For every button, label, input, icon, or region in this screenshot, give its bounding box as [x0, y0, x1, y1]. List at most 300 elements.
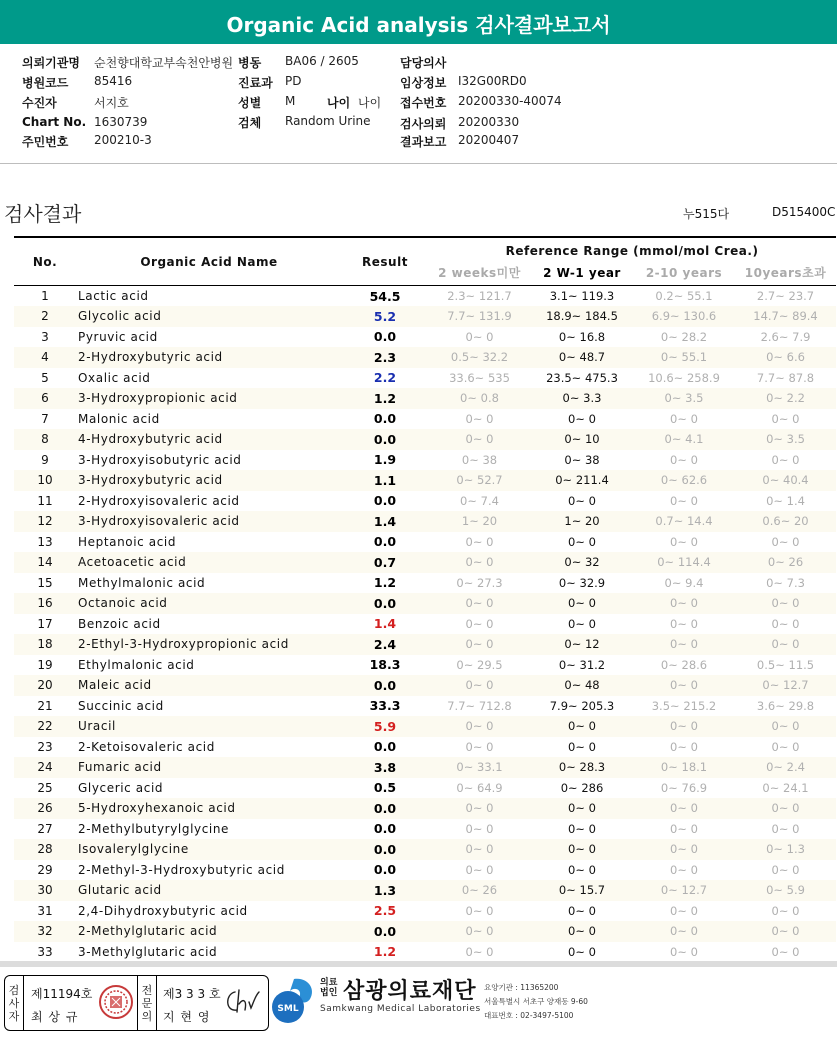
table-row [14, 327, 836, 348]
table-row [14, 532, 836, 553]
range-2-10y: 0~ 55.1 [660, 350, 708, 365]
result-value: 54.5 [369, 288, 401, 304]
row-number: 10 [37, 473, 53, 488]
result-value: 0.5 [373, 780, 397, 796]
range-2w-1y: 0~ 48.7 [558, 350, 606, 365]
row-number: 33 [37, 944, 53, 959]
result-value: 0.0 [373, 677, 397, 693]
range-2w-1y: 0~ 31.2 [558, 657, 606, 672]
header-range-2w-1y: 2 W-1 year [543, 265, 621, 280]
range-2w-1y: 0~ 38 [564, 452, 600, 467]
result-value: 0.0 [373, 923, 397, 939]
range-2-10y: 0~ 0 [670, 596, 698, 611]
result-value: 33.3 [369, 698, 401, 714]
result-value: 2.4 [373, 636, 397, 652]
table-row [14, 675, 836, 696]
range-2-10y: 0~ 28.6 [660, 657, 708, 672]
range-10y: 0~ 0 [771, 739, 800, 754]
institution-label: 의뢰기관명 [22, 56, 80, 70]
table-row [14, 819, 836, 840]
row-number: 17 [37, 616, 53, 631]
results-table [14, 236, 836, 962]
resident-id-label: 주민번호 [22, 135, 69, 149]
range-10y: 0~ 0 [771, 862, 800, 877]
range-10y: 0~ 40.4 [762, 473, 809, 488]
org-code: 요양기관 : 11365200 [484, 983, 559, 992]
table-row [14, 368, 836, 389]
range-2w-1y: 0~ 48 [564, 678, 600, 693]
range-2weeks: 7.7~ 131.9 [447, 309, 512, 324]
range-2weeks: 1~ 20 [461, 514, 498, 529]
dept-label: 진료과 [238, 76, 273, 90]
range-2-10y: 0~ 0 [670, 944, 698, 959]
range-2w-1y: 0~ 15.7 [558, 883, 606, 898]
footer-divider [0, 961, 837, 967]
range-2-10y: 0~ 12.7 [660, 883, 708, 898]
table-row [14, 634, 836, 655]
table-row [14, 511, 836, 532]
table-row [14, 798, 836, 819]
acid-name: 2-Hydroxybutyric acid [78, 350, 223, 365]
row-number: 13 [37, 534, 53, 549]
table-row [14, 429, 836, 450]
range-2w-1y: 0~ 211.4 [555, 473, 609, 488]
result-value: 0.0 [373, 739, 397, 755]
range-2w-1y: 0~ 10 [564, 432, 600, 447]
result-rows [14, 286, 836, 963]
test-code: D515400C [772, 205, 836, 219]
range-10y: 0~ 6.6 [766, 350, 805, 365]
acid-name: 2-Ketoisovaleric acid [78, 739, 215, 754]
range-2-10y: 0~ 4.1 [664, 432, 704, 447]
acid-name: Malonic acid [78, 411, 160, 426]
range-2-10y: 0~ 76.9 [660, 780, 708, 795]
acid-name: 3-Hydroxybutyric acid [78, 473, 223, 488]
acid-name: 2,4-Dihydroxybutyric acid [78, 903, 248, 918]
range-10y: 0~ 26 [767, 555, 804, 570]
institution-value: 순천향대학교부속천안병원 [94, 56, 234, 70]
row-number: 3 [41, 329, 49, 344]
table-row [14, 409, 836, 430]
org-name: 삼광의료재단 [343, 979, 477, 1004]
range-2weeks: 0~ 0 [465, 944, 494, 959]
row-number: 29 [37, 862, 53, 877]
examiner-label: 검사자 [5, 976, 24, 1030]
result-value: 1.2 [373, 575, 397, 591]
acid-name: Heptanoic acid [78, 534, 177, 549]
result-value: 1.3 [373, 882, 397, 898]
dept-value: PD [285, 74, 302, 88]
range-2w-1y: 0~ 0 [568, 842, 596, 857]
header-acid-name: Organic Acid Name [140, 254, 278, 269]
resident-id-value: 200210-3 [94, 133, 152, 147]
row-number: 19 [37, 657, 53, 672]
range-2weeks: 0~ 7.4 [460, 493, 499, 508]
acid-name: Succinic acid [78, 698, 164, 713]
result-value: 1.2 [373, 944, 397, 960]
range-2w-1y: 23.5~ 475.3 [546, 370, 618, 385]
age-value: 나이 [358, 96, 382, 110]
row-number: 14 [37, 555, 53, 570]
row-number: 7 [41, 411, 49, 426]
receipt-value: 20200330-40074 [458, 94, 562, 108]
sml-logo-icon [270, 975, 320, 1027]
result-value: 1.4 [373, 616, 397, 632]
range-2-10y: 0~ 0 [670, 637, 698, 652]
header-range-10y: 10years초과 [744, 266, 827, 280]
header-reference-range: Reference Range (mmol/mol Crea.) [505, 244, 759, 258]
row-number: 21 [37, 698, 53, 713]
range-2w-1y: 0~ 0 [568, 801, 596, 816]
range-2w-1y: 1~ 20 [564, 514, 600, 529]
examiner-license: 제11194호 [31, 987, 93, 1001]
range-2weeks: 0~ 0 [465, 821, 494, 836]
range-2w-1y: 7.9~ 205.3 [549, 698, 615, 713]
range-2weeks: 0~ 0 [465, 637, 494, 652]
result-value: 1.1 [373, 472, 397, 488]
row-number: 12 [37, 514, 53, 529]
range-10y: 0~ 0 [771, 924, 800, 939]
range-10y: 0~ 1.3 [766, 842, 805, 857]
range-2-10y: 3.5~ 215.2 [651, 698, 717, 713]
range-10y: 3.6~ 29.8 [756, 698, 815, 713]
range-2weeks: 0~ 0 [465, 596, 494, 611]
header-range-2-10y: 2-10 years [645, 265, 723, 280]
acid-name: 2-Hydroxyisovaleric acid [78, 493, 240, 508]
range-10y: 0~ 0 [771, 719, 800, 734]
acid-name: 3-Hydroxyisobutyric acid [78, 452, 242, 467]
table-row [14, 655, 836, 676]
seal-stamp-icon [98, 984, 134, 1020]
acid-name: Glutaric acid [78, 883, 162, 898]
clinical-value: I32G00RD0 [458, 74, 527, 88]
table-row [14, 450, 836, 471]
range-2weeks: 2.3~ 121.7 [447, 289, 512, 303]
range-2w-1y: 0~ 0 [568, 821, 596, 836]
results-section-title: 검사결과 [4, 202, 82, 226]
range-10y: 0~ 2.4 [766, 760, 805, 775]
range-2-10y: 0~ 0 [670, 678, 698, 693]
range-2w-1y: 0~ 0 [568, 719, 596, 734]
examiner-name: 최 상 규 [31, 1010, 79, 1024]
range-2-10y: 0~ 18.1 [660, 760, 708, 775]
age-label: 나이 [327, 96, 351, 110]
table-row [14, 880, 836, 901]
result-value: 2.5 [373, 903, 397, 919]
specialist-name: 지 현 영 [163, 1010, 211, 1024]
range-2-10y: 0~ 9.4 [664, 575, 704, 590]
acid-name: Fumaric acid [78, 760, 162, 775]
range-2weeks: 0~ 0 [465, 616, 494, 631]
acid-name: Uracil [78, 719, 116, 734]
range-2weeks: 0~ 38 [461, 452, 498, 467]
range-10y: 0~ 0 [771, 903, 800, 918]
receipt-label: 접수번호 [400, 96, 447, 110]
org-english-name: Samkwang Medical Laboratories [320, 1004, 481, 1014]
range-2weeks: 0~ 0 [465, 555, 494, 570]
table-row [14, 757, 836, 778]
table-row [14, 470, 836, 491]
patient-info-section [0, 44, 837, 162]
table-row [14, 614, 836, 635]
range-2-10y: 0~ 62.6 [660, 473, 708, 488]
range-2-10y: 0~ 0 [670, 739, 698, 754]
range-10y: 0~ 0 [771, 596, 800, 611]
row-number: 8 [41, 432, 49, 447]
acid-name: Octanoic acid [78, 596, 168, 611]
range-2weeks: 0~ 0 [465, 924, 494, 939]
clinical-label: 임상정보 [400, 76, 447, 90]
result-value: 0.0 [373, 534, 397, 550]
chart-no-value: 1630739 [94, 115, 148, 129]
table-row [14, 593, 836, 614]
range-2weeks: 0~ 0.8 [460, 391, 499, 406]
range-2-10y: 6.9~ 130.6 [651, 309, 717, 324]
specialist-label: 전문의 [137, 976, 157, 1030]
acid-name: Glycolic acid [78, 309, 162, 324]
result-value: 0.0 [373, 595, 397, 611]
range-10y: 0~ 0 [771, 616, 800, 631]
specialist-license: 제3 3 3 호 [163, 987, 221, 1001]
range-2weeks: 0.5~ 32.2 [450, 350, 509, 365]
result-value: 5.9 [373, 718, 397, 734]
range-10y: 2.7~ 23.7 [756, 289, 815, 303]
row-number: 26 [37, 801, 53, 816]
result-value: 0.0 [373, 841, 397, 857]
acid-name: Benzoic acid [78, 616, 161, 631]
acid-name: Lactic acid [78, 289, 149, 303]
range-2w-1y: 0~ 0 [568, 616, 596, 631]
range-10y: 14.7~ 89.4 [753, 309, 818, 324]
range-2w-1y: 0~ 12 [564, 637, 600, 652]
doctor-label: 담당의사 [400, 56, 447, 70]
range-10y: 0~ 3.5 [766, 432, 805, 447]
acid-name: 2-Methyl-3-Hydroxybutyric acid [78, 862, 285, 877]
range-10y: 0~ 24.1 [762, 780, 809, 795]
request-date-value: 20200330 [458, 115, 520, 129]
acid-name: Ethylmalonic acid [78, 657, 195, 672]
table-row [14, 491, 836, 512]
range-2-10y: 10.6~ 258.9 [648, 370, 720, 385]
result-value: 0.0 [373, 493, 397, 509]
logo-text: SML [277, 1004, 299, 1014]
acid-name: 2-Methylbutyrylglycine [78, 821, 230, 836]
hospital-code-value: 85416 [94, 74, 133, 88]
range-10y: 0~ 0 [771, 637, 800, 652]
table-row [14, 901, 836, 922]
acid-name: Methylmalonic acid [78, 575, 206, 590]
row-number: 4 [41, 350, 49, 365]
row-number: 30 [37, 883, 53, 898]
range-2-10y: 0~ 0 [670, 821, 698, 836]
range-2-10y: 0~ 0 [670, 862, 698, 877]
row-number: 31 [37, 903, 53, 918]
range-2w-1y: 0~ 286 [560, 780, 604, 795]
patient-value: 서지호 [94, 96, 129, 110]
result-value: 0.0 [373, 431, 397, 447]
range-10y: 0~ 0 [771, 452, 800, 467]
acid-name: Pyruvic acid [78, 329, 158, 344]
row-number: 6 [41, 391, 49, 406]
table-row [14, 942, 836, 963]
range-2w-1y: 0~ 0 [568, 924, 596, 939]
result-value: 0.0 [373, 329, 397, 345]
range-2w-1y: 0~ 0 [568, 493, 596, 508]
range-10y: 2.6~ 7.9 [760, 329, 811, 344]
range-2weeks: 0~ 0 [465, 534, 494, 549]
range-10y: 7.7~ 87.8 [756, 370, 815, 385]
range-2weeks: 0~ 33.1 [456, 760, 503, 775]
range-2w-1y: 0~ 3.3 [562, 391, 602, 406]
range-2weeks: 7.7~ 712.8 [447, 698, 512, 713]
range-2-10y: 0~ 28.2 [660, 329, 708, 344]
range-10y: 0~ 0 [771, 801, 800, 816]
table-row [14, 860, 836, 881]
range-10y: 0~ 5.9 [766, 883, 805, 898]
row-number: 24 [37, 760, 53, 775]
range-2weeks: 0~ 0 [465, 903, 494, 918]
range-2-10y: 0~ 0 [670, 801, 698, 816]
request-date-label: 검사의뢰 [400, 117, 447, 131]
range-10y: 0~ 0 [771, 944, 800, 959]
range-10y: 0~ 0 [771, 821, 800, 836]
result-value: 1.4 [373, 513, 397, 529]
acid-name: 3-Methylglutaric acid [78, 944, 218, 959]
range-10y: 0~ 7.3 [766, 575, 805, 590]
range-2weeks: 0~ 0 [465, 801, 494, 816]
row-number: 18 [37, 637, 53, 652]
range-2w-1y: 3.1~ 119.3 [549, 289, 615, 303]
range-2-10y: 0~ 0 [670, 842, 698, 857]
table-row [14, 737, 836, 758]
acid-name: Maleic acid [78, 678, 152, 693]
range-2-10y: 0~ 114.4 [657, 555, 711, 570]
table-row [14, 388, 836, 409]
report-title: Organic Acid analysis 검사결과보고서 [226, 13, 611, 37]
range-2w-1y: 18.9~ 184.5 [546, 309, 618, 324]
range-10y: 0~ 0 [771, 534, 800, 549]
range-10y: 0~ 12.7 [762, 678, 809, 693]
range-2-10y: 0~ 0 [670, 452, 698, 467]
result-value: 18.3 [369, 657, 401, 673]
org-prefix: 의료 법인 [320, 978, 338, 998]
range-2w-1y: 0~ 0 [568, 411, 596, 426]
row-number: 25 [37, 780, 53, 795]
result-value: 0.0 [373, 411, 397, 427]
range-2w-1y: 0~ 0 [568, 739, 596, 754]
table-row [14, 716, 836, 737]
range-2-10y: 0~ 0 [670, 903, 698, 918]
header-range-2weeks: 2 weeks미만 [438, 266, 521, 280]
row-number: 28 [37, 842, 53, 857]
specimen-label: 검체 [238, 116, 262, 130]
signature-box [4, 975, 269, 1031]
range-2weeks: 0~ 0 [465, 678, 494, 693]
row-number: 20 [37, 678, 53, 693]
acid-name: 5-Hydroxyhexanoic acid [78, 801, 236, 816]
row-number: 23 [37, 739, 53, 754]
range-2-10y: 0.2~ 55.1 [655, 289, 713, 303]
acid-name: 3-Hydroxyisovaleric acid [78, 514, 240, 529]
acid-name: Acetoacetic acid [78, 555, 187, 570]
table-row [14, 347, 836, 368]
result-value: 0.0 [373, 800, 397, 816]
range-2w-1y: 0~ 32 [564, 555, 600, 570]
row-number: 2 [41, 309, 49, 324]
acid-name: Isovalerylglycine [78, 842, 189, 857]
range-2weeks: 0~ 0 [465, 329, 494, 344]
row-number: 16 [37, 596, 53, 611]
acid-name: 3-Hydroxypropionic acid [78, 391, 238, 406]
range-2-10y: 0~ 3.5 [664, 391, 704, 406]
table-row [14, 306, 836, 327]
sex-label: 성별 [238, 96, 262, 110]
range-2weeks: 0~ 0 [465, 739, 494, 754]
row-number: 15 [37, 575, 53, 590]
table-row [14, 778, 836, 799]
acid-name: Oxalic acid [78, 370, 151, 385]
range-10y: 0.6~ 20 [762, 514, 809, 529]
specimen-value: Random Urine [285, 114, 371, 128]
table-row [14, 286, 836, 307]
range-2w-1y: 0~ 16.8 [558, 329, 606, 344]
acid-name: 2-Methylglutaric acid [78, 924, 218, 939]
org-address: 서울특별시 서초구 양재동 9-60 [484, 997, 588, 1006]
row-number: 32 [37, 924, 53, 939]
sex-value: M [285, 94, 296, 108]
report-date-value: 20200407 [458, 133, 520, 147]
range-2-10y: 0~ 0 [670, 719, 698, 734]
result-value: 0.0 [373, 862, 397, 878]
row-number: 1 [41, 289, 49, 303]
table-row [14, 839, 836, 860]
row-number: 22 [37, 719, 53, 734]
row-number: 5 [41, 370, 49, 385]
acid-name: Glyceric acid [78, 780, 164, 795]
row-number: 27 [37, 821, 53, 836]
range-2weeks: 0~ 0 [465, 719, 494, 734]
range-2-10y: 0~ 0 [670, 924, 698, 939]
range-2weeks: 0~ 64.9 [456, 780, 503, 795]
range-2w-1y: 0~ 0 [568, 903, 596, 918]
range-2w-1y: 0~ 0 [568, 862, 596, 877]
range-10y: 0.5~ 11.5 [756, 657, 815, 672]
range-2weeks: 0~ 27.3 [456, 575, 503, 590]
range-2weeks: 0~ 0 [465, 842, 494, 857]
result-value: 0.7 [373, 554, 397, 570]
ward-label: 병동 [238, 56, 262, 70]
range-2w-1y: 0~ 0 [568, 944, 596, 959]
table-row [14, 696, 836, 717]
acid-name: 2-Ethyl-3-Hydroxypropionic acid [78, 637, 289, 652]
range-2-10y: 0~ 0 [670, 411, 698, 426]
row-number: 9 [41, 452, 49, 467]
range-2-10y: 0~ 0 [670, 534, 698, 549]
range-2-10y: 0~ 0 [670, 493, 698, 508]
range-2w-1y: 0~ 0 [568, 596, 596, 611]
header-result: Result [362, 254, 408, 269]
range-2-10y: 0.7~ 14.4 [655, 514, 713, 529]
range-2weeks: 0~ 0 [465, 862, 494, 877]
info-divider [0, 163, 837, 164]
result-value: 5.2 [373, 308, 397, 324]
chart-no-label: Chart No. [22, 115, 87, 129]
range-2weeks: 0~ 29.5 [456, 657, 503, 672]
header-no: No. [32, 254, 58, 269]
range-2weeks: 0~ 0 [465, 432, 494, 447]
result-value: 3.8 [373, 759, 397, 775]
range-2w-1y: 0~ 28.3 [558, 760, 606, 775]
